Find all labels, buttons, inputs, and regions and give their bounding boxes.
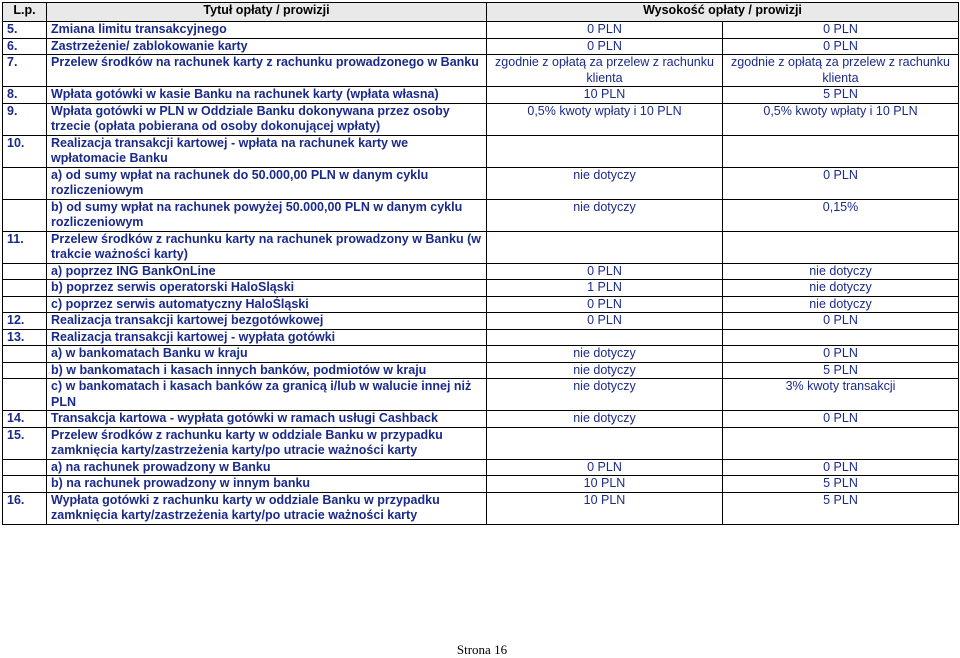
table-row bbox=[3, 329, 959, 346]
row-title: c) poprzez serwis automatyczny HaloŚląski bbox=[47, 296, 487, 313]
header-lp: L.p. bbox=[3, 3, 47, 22]
row-fee-a: 0 PLN bbox=[487, 22, 723, 39]
row-title: b) w bankomatach i kasach innych banków, podmiotów w kraju bbox=[47, 362, 487, 379]
row-fee-b bbox=[723, 427, 959, 459]
row-number: 16. bbox=[3, 492, 47, 524]
row-fee-b bbox=[723, 329, 959, 346]
row-fee-a: nie dotyczy bbox=[487, 167, 723, 199]
row-title: a) od sumy wpłat na rachunek do 50.000,00 PLN w danym cyklu rozliczeniowym bbox=[47, 167, 487, 199]
row-fee-b: 0 PLN bbox=[723, 346, 959, 363]
row-fee-b: 0,5% kwoty wpłaty i 10 PLN bbox=[723, 103, 959, 135]
row-fee-b: 5 PLN bbox=[723, 492, 959, 524]
table-row bbox=[3, 199, 959, 231]
row-title: Przelew środków z rachunku karty w oddziale Banku w przypadku zamknięcia karty/zastrzeżenia karty/po utracie ważności karty bbox=[47, 427, 487, 459]
table-row bbox=[3, 22, 959, 39]
row-title: Wpłata gotówki w kasie Banku na rachunek karty (wpłata własna) bbox=[47, 87, 487, 104]
row-fee-b: 0 PLN bbox=[723, 459, 959, 476]
table-row bbox=[3, 492, 959, 524]
row-number: 10. bbox=[3, 135, 47, 167]
row-fee-b: nie dotyczy bbox=[723, 296, 959, 313]
row-number bbox=[3, 476, 47, 493]
row-fee-b: nie dotyczy bbox=[723, 280, 959, 297]
row-fee-b: 5 PLN bbox=[723, 476, 959, 493]
row-number: 15. bbox=[3, 427, 47, 459]
row-title: Przelew środków z rachunku karty na rachunek prowadzony w Banku (w trakcie ważności karty) bbox=[47, 231, 487, 263]
row-number bbox=[3, 199, 47, 231]
table-row bbox=[3, 411, 959, 428]
row-fee-a: nie dotyczy bbox=[487, 362, 723, 379]
table-row bbox=[3, 362, 959, 379]
row-number bbox=[3, 263, 47, 280]
row-title: Zmiana limitu transakcyjnego bbox=[47, 22, 487, 39]
row-fee-b: 0,15% bbox=[723, 199, 959, 231]
row-fee-b: 0 PLN bbox=[723, 411, 959, 428]
row-number: 9. bbox=[3, 103, 47, 135]
row-title: Przelew środków na rachunek karty z rachunku prowadzonego w Banku bbox=[47, 55, 487, 87]
row-title: a) poprzez ING BankOnLine bbox=[47, 263, 487, 280]
row-fee-a: 0 PLN bbox=[487, 459, 723, 476]
row-fee-b: zgodnie z opłatą za przelew z rachunku klienta bbox=[723, 55, 959, 87]
row-fee-a: 0 PLN bbox=[487, 296, 723, 313]
row-number: 6. bbox=[3, 38, 47, 55]
row-fee-a: 10 PLN bbox=[487, 476, 723, 493]
table-row bbox=[3, 263, 959, 280]
row-fee-a bbox=[487, 135, 723, 167]
row-fee-a: 1 PLN bbox=[487, 280, 723, 297]
row-number bbox=[3, 296, 47, 313]
row-title: b) na rachunek prowadzony w innym banku bbox=[47, 476, 487, 493]
row-number bbox=[3, 167, 47, 199]
fee-table-body bbox=[3, 22, 959, 525]
row-fee-b: nie dotyczy bbox=[723, 263, 959, 280]
page-number: Strona 16 bbox=[456, 642, 508, 657]
row-number: 5. bbox=[3, 22, 47, 39]
row-fee-b: 5 PLN bbox=[723, 87, 959, 104]
fee-table-page bbox=[2, 2, 958, 657]
row-fee-b bbox=[723, 231, 959, 263]
row-fee-a: zgodnie z opłatą za przelew z rachunku klienta bbox=[487, 55, 723, 87]
row-title: c) w bankomatach i kasach banków za granicą i/lub w walucie innej niż PLN bbox=[47, 379, 487, 411]
row-number: 7. bbox=[3, 55, 47, 87]
row-fee-a: nie dotyczy bbox=[487, 346, 723, 363]
row-number: 11. bbox=[3, 231, 47, 263]
row-title: Wypłata gotówki z rachunku karty w oddziale Banku w przypadku zamknięcia karty/zastrzeżenia karty/po utracie ważności karty bbox=[47, 492, 487, 524]
row-fee-a: 0,5% kwoty wpłaty i 10 PLN bbox=[487, 103, 723, 135]
row-fee-a bbox=[487, 231, 723, 263]
row-fee-a: 10 PLN bbox=[487, 492, 723, 524]
table-row bbox=[3, 346, 959, 363]
table-row bbox=[3, 427, 959, 459]
row-fee-a bbox=[487, 427, 723, 459]
row-title: Transakcja kartowa - wypłata gotówki w ramach usługi Cashback bbox=[47, 411, 487, 428]
row-title: Zastrzeżenie/ zablokowanie karty bbox=[47, 38, 487, 55]
table-row bbox=[3, 135, 959, 167]
row-fee-a: 0 PLN bbox=[487, 38, 723, 55]
row-title: b) od sumy wpłat na rachunek powyżej 50.000,00 PLN w danym cyklu rozliczeniowym bbox=[47, 199, 487, 231]
row-number bbox=[3, 280, 47, 297]
row-fee-a: 10 PLN bbox=[487, 87, 723, 104]
row-fee-a: nie dotyczy bbox=[487, 199, 723, 231]
row-number: 8. bbox=[3, 87, 47, 104]
header-amount: Wysokość opłaty / prowizji bbox=[487, 3, 959, 22]
fee-table bbox=[2, 2, 959, 525]
row-number bbox=[3, 362, 47, 379]
table-row bbox=[3, 55, 959, 87]
table-row bbox=[3, 459, 959, 476]
header-row bbox=[3, 3, 959, 22]
row-fee-a: nie dotyczy bbox=[487, 411, 723, 428]
row-fee-b: 0 PLN bbox=[723, 22, 959, 39]
header-title: Tytuł opłaty / prowizji bbox=[47, 3, 487, 22]
row-fee-a: nie dotyczy bbox=[487, 379, 723, 411]
row-title: a) na rachunek prowadzony w Banku bbox=[47, 459, 487, 476]
row-fee-b: 0 PLN bbox=[723, 313, 959, 330]
row-number bbox=[3, 459, 47, 476]
row-fee-b: 0 PLN bbox=[723, 167, 959, 199]
row-fee-b: 0 PLN bbox=[723, 38, 959, 55]
table-row bbox=[3, 167, 959, 199]
table-row bbox=[3, 103, 959, 135]
row-number: 14. bbox=[3, 411, 47, 428]
row-title: Wpłata gotówki w PLN w Oddziale Banku dokonywana przez osoby trzecie (opłata pobierana od osoby dokonującej wpłaty) bbox=[47, 103, 487, 135]
table-row bbox=[3, 379, 959, 411]
row-fee-b: 5 PLN bbox=[723, 362, 959, 379]
table-row bbox=[3, 87, 959, 104]
row-fee-a bbox=[487, 329, 723, 346]
row-title: Realizacja transakcji kartowej bezgotówkowej bbox=[47, 313, 487, 330]
row-number: 12. bbox=[3, 313, 47, 330]
row-fee-a: 0 PLN bbox=[487, 313, 723, 330]
row-fee-b: 3% kwoty transakcji bbox=[723, 379, 959, 411]
table-row bbox=[3, 231, 959, 263]
row-title: Realizacja transakcji kartowej - wypłata gotówki bbox=[47, 329, 487, 346]
row-number bbox=[3, 379, 47, 411]
table-row bbox=[3, 280, 959, 297]
table-row bbox=[3, 313, 959, 330]
row-fee-b bbox=[723, 135, 959, 167]
row-number: 13. bbox=[3, 329, 47, 346]
row-number bbox=[3, 346, 47, 363]
row-fee-a: 0 PLN bbox=[487, 263, 723, 280]
row-title: Realizacja transakcji kartowej - wpłata na rachunek karty we wpłatomacie Banku bbox=[47, 135, 487, 167]
table-row bbox=[3, 296, 959, 313]
row-title: b) poprzez serwis operatorski HaloSląski bbox=[47, 280, 487, 297]
row-title: a) w bankomatach Banku w kraju bbox=[47, 346, 487, 363]
table-row bbox=[3, 476, 959, 493]
table-row bbox=[3, 38, 959, 55]
